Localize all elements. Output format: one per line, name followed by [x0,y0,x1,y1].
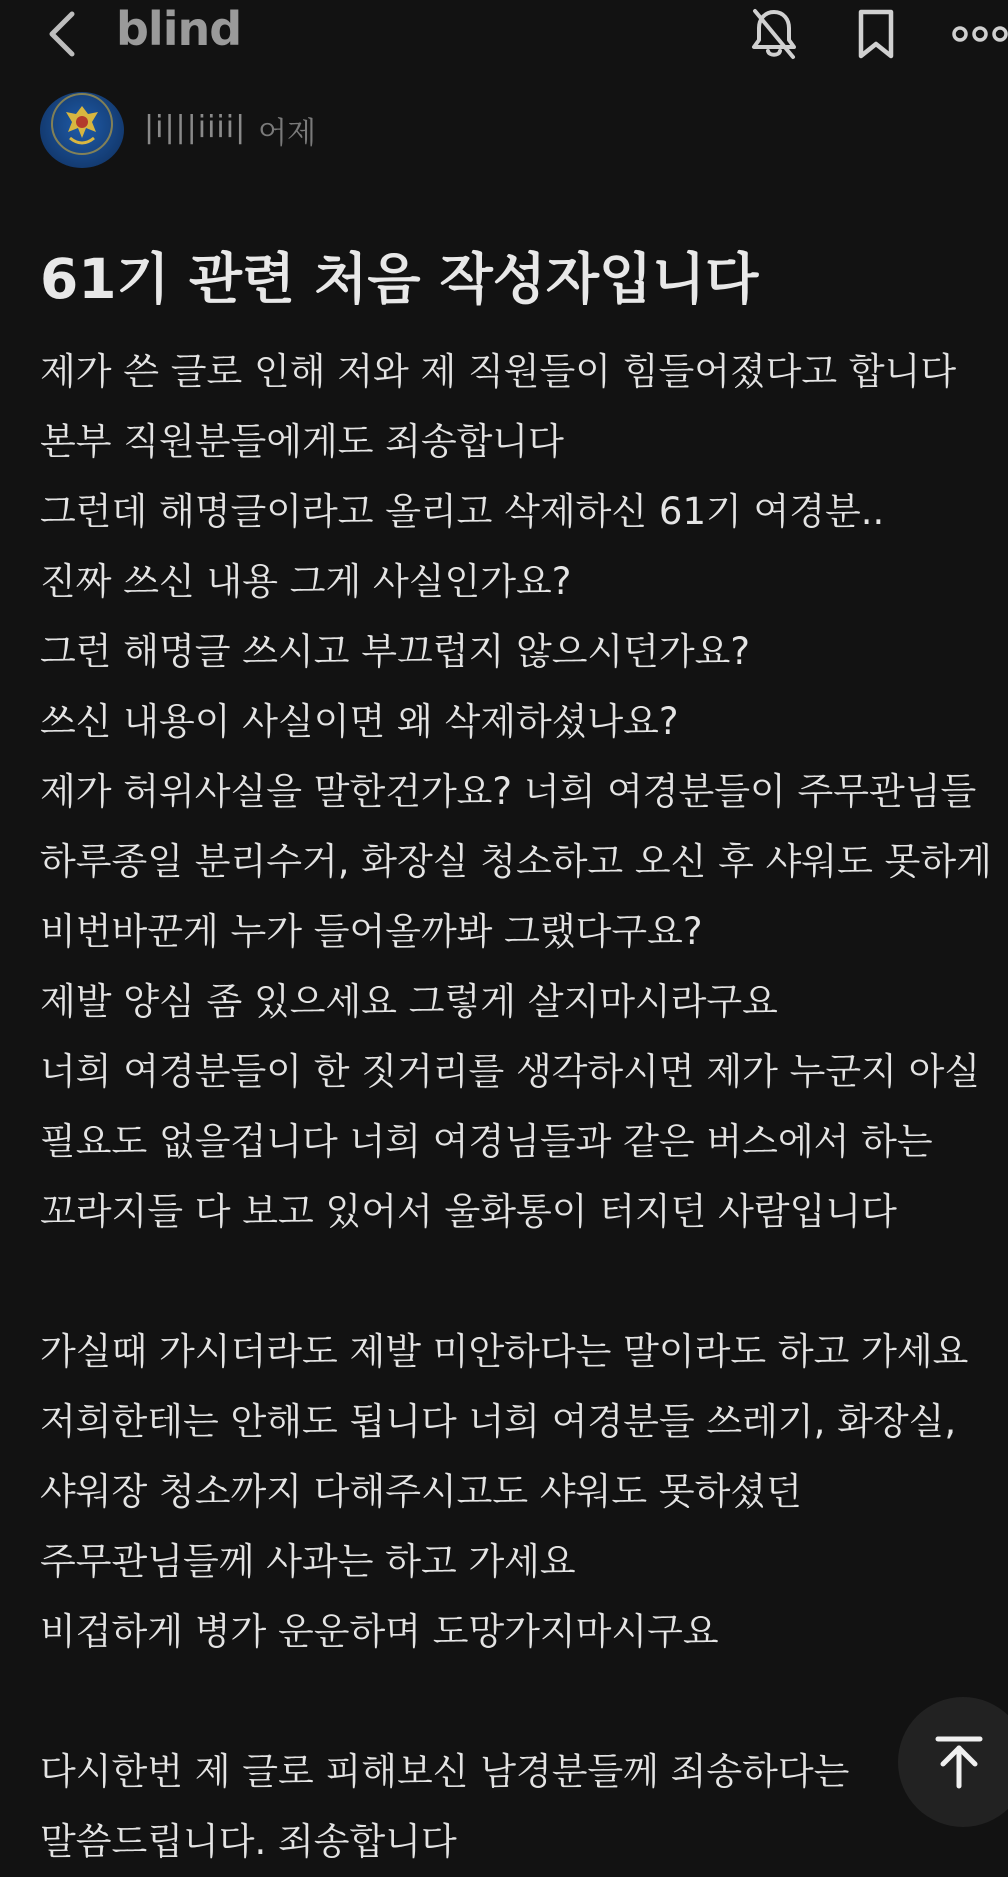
post-body-line: 저희한테는 안해도 됩니다 너희 여경분들 쓰레기, 화장실, [40,1400,957,1443]
post-body-line: 본부 직원분들에게도 죄송합니다 [40,420,564,463]
post-body-line: 제가 허위사실을 말한건가요? 너희 여경분들이 주무관님들 [40,770,977,813]
top-bar [0,0,1008,70]
post-body-line: 비겁하게 병가 운운하며 도망가지마시구요 [40,1610,719,1653]
post-body-line: 쓰신 내용이 사실이면 왜 삭제하셨나요? [40,700,679,743]
post-title: 61기 관련 처음 작성자입니다 [40,247,759,311]
post-body-line: 하루종일 분리수거, 화장실 청소하고 오신 후 샤워도 못하게 [40,840,992,883]
bookmark-icon [856,8,896,60]
post-body-line: 필요도 없을겁니다 너희 여경님들과 같은 버스에서 하는 [40,1120,933,1163]
post-body [40,337,1008,1877]
notifications-button[interactable] [744,4,804,64]
app-logo[interactable]: blind [116,2,242,56]
post-body-line: 제가 쓴 글로 인해 저와 제 직원들이 힘들어졌다고 합니다 [40,350,957,393]
bookmark-button[interactable] [846,4,906,64]
paragraph-gap [40,1667,1008,1737]
back-button[interactable] [40,6,84,62]
police-emblem-icon [40,92,124,168]
more-horizontal-icon [950,24,1008,44]
post-body-line: 비번바꾼게 누가 들어올까봐 그랬다구요? [40,910,703,953]
arrow-up-to-top-icon [934,1734,984,1790]
post-body-line: 가실때 가시더라도 제발 미안하다는 말이라도 하고 가세요 [40,1330,969,1373]
bell-off-icon [749,7,799,61]
post-body-line: 진짜 쓰신 내용 그게 사실인가요? [40,560,572,603]
author-avatar[interactable] [40,92,124,168]
post-body-line: 그런 해명글 쓰시고 부끄럽지 않으시던가요? [40,630,751,673]
post-body-line: 샤워장 청소까지 다해주시고도 샤워도 못하셨던 [40,1470,802,1513]
author-nickname[interactable]: |i|||iiii| [144,110,247,145]
paragraph-gap [40,1247,1008,1317]
post-body-line: 주무관님들께 사과는 하고 가세요 [40,1540,576,1583]
chevron-left-icon [46,10,78,58]
post-body-line: 그런데 해명글이라고 올리고 삭제하신 61기 여경분.. [40,490,885,533]
post-timestamp: 어제 [258,116,316,151]
post-body-line: 말씀드립니다. 죄송합니다 [40,1820,457,1863]
more-options-button[interactable] [950,4,1008,64]
post-author [40,92,940,172]
post-body-line: 꼬라지들 다 보고 있어서 울화통이 터지던 사람입니다 [40,1190,897,1233]
post-body-line: 너희 여경분들이 한 짓거리를 생각하시면 제가 누군지 아실 [40,1050,981,1093]
post-body-line: 다시한번 제 글로 피해보신 남경분들께 죄송하다는 [40,1750,850,1793]
post-body-line: 제발 양심 좀 있으세요 그렇게 살지마시라구요 [40,980,778,1023]
